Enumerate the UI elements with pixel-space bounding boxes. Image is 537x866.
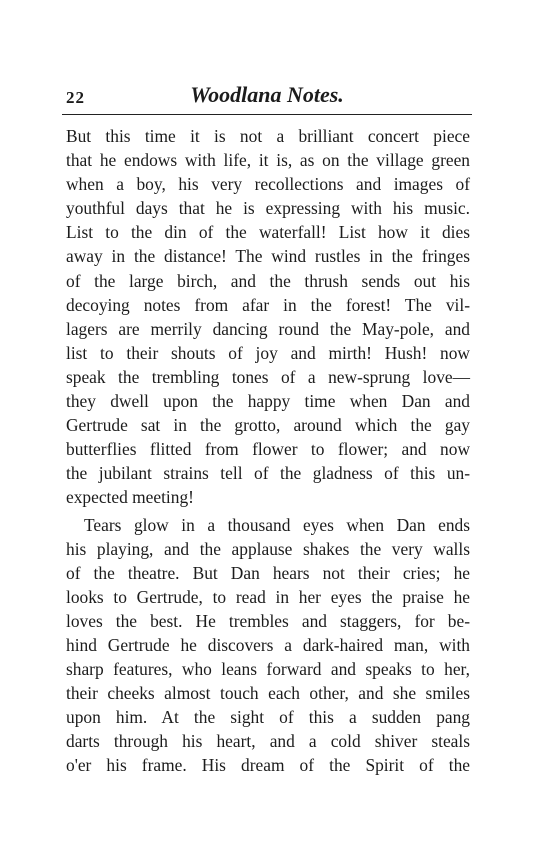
text-line: their cheeks almost touch each other, and she smiles bbox=[66, 683, 470, 704]
text-line: decoying notes from afar in the forest! The vil- bbox=[66, 294, 470, 315]
text-line: butterflies flitted from flower to flower; and now bbox=[66, 439, 470, 460]
text-line: hind Gertrude he discovers a dark-haired man, with bbox=[66, 634, 470, 655]
page-header bbox=[62, 82, 472, 112]
text-line: of the large birch, and the thrush sends out his bbox=[66, 270, 470, 291]
text-line: List to the din of the waterfall! List how it dies bbox=[66, 222, 470, 243]
text-line: darts through his heart, and a cold shiver steals bbox=[66, 731, 470, 752]
text-line: of the theatre. But Dan hears not their cries; he bbox=[66, 562, 470, 583]
text-line: away in the distance! The wind rustles in the fringes bbox=[66, 246, 470, 267]
text-line: youthful days that he is expressing with his music. bbox=[66, 198, 470, 219]
text-line: But this time it is not a brilliant concert piece bbox=[66, 126, 470, 146]
running-title: Woodlana Notes. bbox=[190, 82, 344, 107]
paragraph bbox=[66, 124, 470, 510]
text-line: the jubilant strains tell of the gladness of this un- bbox=[66, 463, 470, 484]
header-rule bbox=[62, 114, 472, 115]
text-line: o'er his frame. His dream of the Spirit of the bbox=[66, 755, 470, 776]
body-text bbox=[66, 124, 470, 778]
text-line: speak the trembling tones of a new-sprung love— bbox=[66, 366, 470, 387]
page-number: 22 bbox=[66, 88, 85, 107]
text-line: list to their shouts of joy and mirth! Hush! now bbox=[66, 342, 470, 363]
text-line: looks to Gertrude, to read in her eyes the praise he bbox=[66, 586, 470, 607]
text-line: lagers are merrily dancing round the May-pole, and bbox=[66, 318, 470, 339]
text-line: Tears glow in a thousand eyes when Dan ends bbox=[84, 514, 470, 535]
text-line: they dwell upon the happy time when Dan and bbox=[66, 391, 470, 412]
text-line: expected meeting! bbox=[66, 487, 194, 508]
text-line: upon him. At the sight of this a sudden pang bbox=[66, 707, 470, 728]
text-line: his playing, and the applause shakes the very walls bbox=[66, 538, 470, 559]
text-line: loves the best. He trembles and staggers, for be- bbox=[66, 610, 470, 631]
paragraph bbox=[66, 513, 470, 778]
text-line: when a boy, his very recollections and images of bbox=[66, 174, 470, 195]
text-line: sharp features, who leans forward and speaks to her, bbox=[66, 659, 470, 680]
text-line: that he endows with life, it is, as on the village green bbox=[66, 150, 470, 171]
text-line: Gertrude sat in the grotto, around which the gay bbox=[66, 415, 470, 436]
